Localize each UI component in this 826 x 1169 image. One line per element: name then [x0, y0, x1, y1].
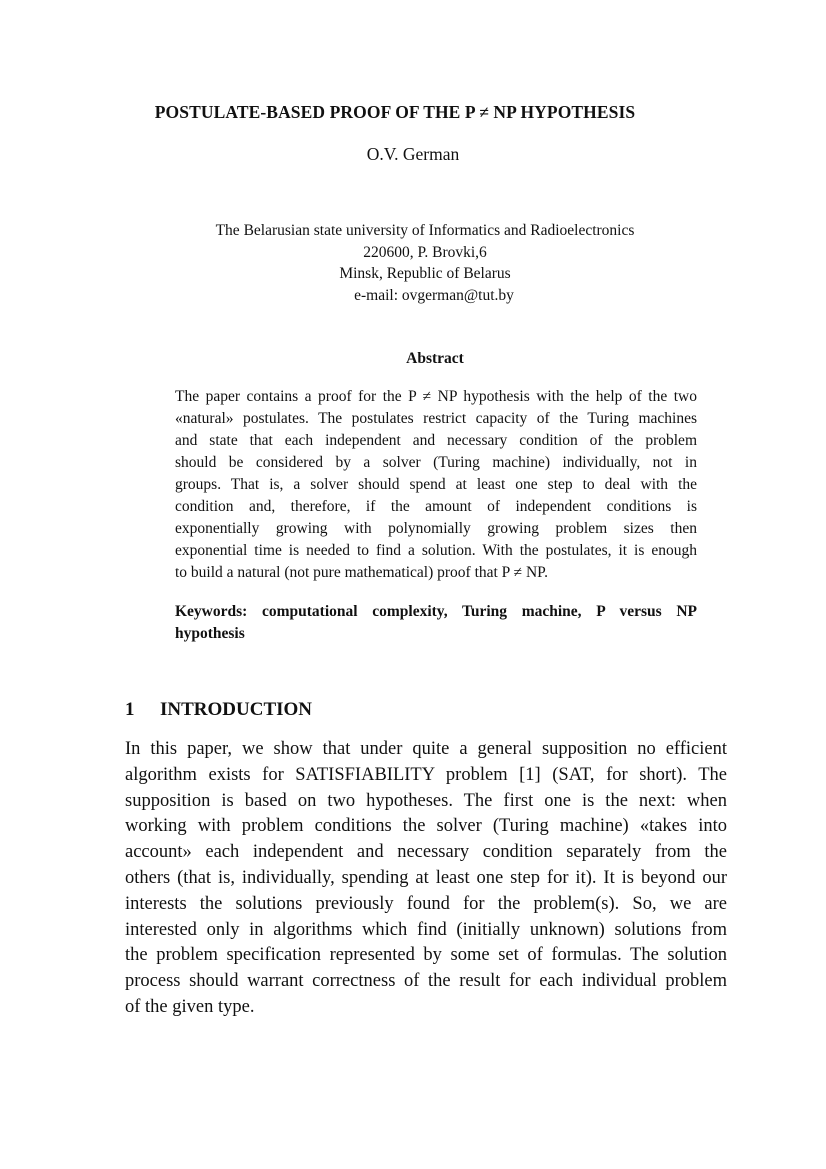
abstract-line: condition and, therefore, if the amount of independent conditions is: [175, 498, 697, 515]
intro-line: algorithm exists for SATISFIABILITY problem [1] (SAT, for short). The: [125, 764, 727, 785]
intro-line: working with problem conditions the solver (Turing machine) «takes into: [125, 816, 727, 837]
intro-line: process should warrant correctness of the result for each individual problem: [125, 971, 727, 992]
affiliation-email: e-mail: ovgerman@tut.by: [354, 286, 514, 304]
intro-body: [125, 737, 727, 1021]
abstract-heading: Abstract: [406, 350, 464, 367]
abstract-line: exponentially growing with polynomially growing problem sizes then: [175, 520, 697, 537]
intro-line: In this paper, we show that under quite a general supposition no efficient: [125, 739, 727, 759]
abstract-line: exponential time is needed to find a solution. With the postulates, it is enough: [175, 542, 697, 559]
keywords-line: [175, 601, 697, 623]
section-heading: [125, 699, 312, 721]
affiliation-city: Minsk, Republic of Belarus: [339, 265, 511, 282]
intro-line: the problem specification represented by some set of formulas. The solution: [125, 945, 727, 966]
abstract-line: should be considered by a solver (Turing machine) individually, not in: [175, 454, 697, 471]
section-number: 1: [125, 699, 135, 720]
keywords-line: hypothesis: [175, 625, 245, 642]
affiliation-block: [0, 220, 826, 306]
intro-line: interested only in algorithms which find (initially unknown) solutions from: [125, 919, 727, 940]
intro-line: supposition is based on two hypotheses. The first one is the next: when: [125, 790, 727, 811]
abstract-line: The paper contains a proof for the P ≠ NP hypothesis with the help of the two: [175, 388, 697, 405]
abstract-line: groups. That is, a solver should spend at least one step to deal with the: [175, 476, 697, 493]
keywords-label: Keywords: [175, 603, 243, 620]
keywords-text: : computational complexity, Turing machine, P versus NP: [242, 603, 697, 620]
paper-author: O.V. German: [366, 144, 460, 164]
intro-line: others (that is, individually, spending at least one step for it). It is beyond our: [125, 867, 727, 888]
intro-line: of the given type.: [125, 996, 255, 1017]
affiliation-institution: The Belarusian state university of Informatics and Radioelectronics: [215, 222, 635, 239]
abstract-line: to build a natural (not pure mathematical) proof that P ≠ NP.: [175, 564, 548, 581]
paper-title: POSTULATE-BASED PROOF OF THE P ≠ NP HYPOTHESIS: [154, 102, 636, 122]
section-title: INTRODUCTION: [160, 699, 313, 720]
abstract-line: «natural» postulates. The postulates restrict capacity of the Turing machines: [175, 410, 697, 427]
affiliation-address: 220600, P. Brovki,6: [363, 243, 487, 261]
abstract-body: [175, 386, 697, 584]
keywords-block: [175, 601, 697, 645]
abstract-line: and state that each independent and necessary condition of the problem: [175, 432, 697, 449]
intro-line: interests the solutions previously found for the problem(s). So, we are: [125, 893, 727, 914]
intro-line: account» each independent and necessary condition separately from the: [125, 842, 727, 863]
